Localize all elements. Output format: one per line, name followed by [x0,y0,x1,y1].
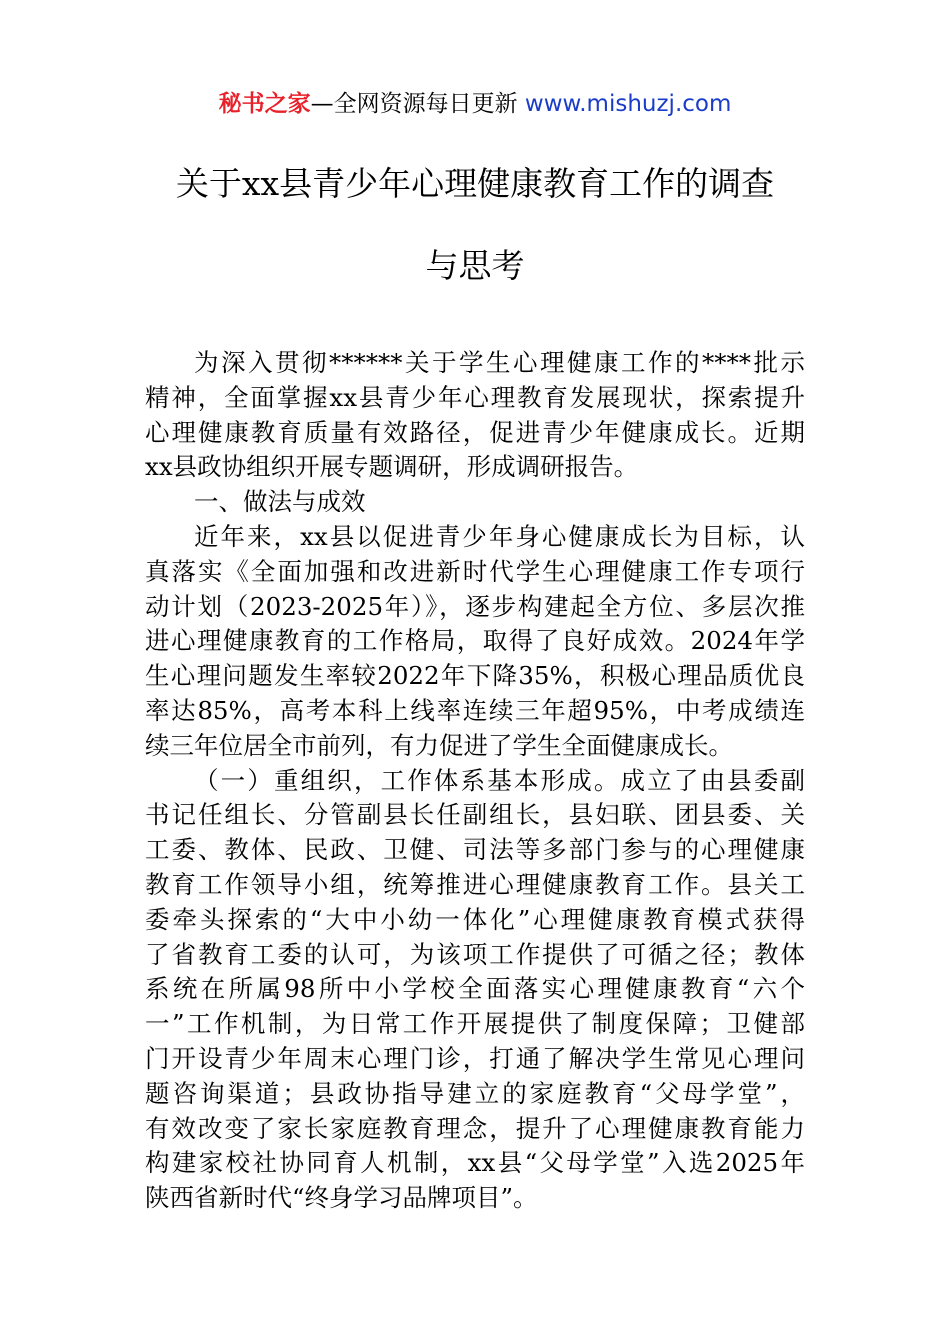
paragraph-line: 工委、教体、民政、卫健、司法等多部门参与的心理健康 [145,835,805,865]
paragraph-line: 进心理健康教育的工作格局，取得了良好成效。2024年学 [145,626,805,656]
paragraph-line: 题咨询渠道；县政协指导建立的家庭教育“父母学堂”， [145,1078,805,1108]
document-body [145,346,805,1216]
paragraph-line: 率达85%，高考本科上线率连续三年超95%，中考成绩连 [145,695,805,725]
site-slogan: —全网资源每日更新 [310,91,518,117]
paragraph-line: 系统在所属98所中小学校全面落实心理健康教育“六个 [145,974,805,1004]
paragraph-line: 近年来，xx县以促进青少年身心健康成长为目标，认 [194,521,805,551]
title-line-2: 与思考 [425,246,525,285]
paragraph-line: 教育工作领导小组，统筹推进心理健康教育工作。县关工 [145,869,805,899]
paragraph-line: 为深入贯彻******关于学生心理健康工作的****批示 [194,348,805,377]
section-heading: 一、做法与成效 [194,487,366,517]
paragraph-line: 了省教育工委的认可，为该项工作提供了可循之径；教体 [145,939,805,969]
paragraph-line: 精神，全面掌握xx县青少年心理教育发展现状，探索提升 [145,382,805,412]
paragraph-line: 门开设青少年周末心理门诊，打通了解决学生常见心理问 [145,1043,805,1073]
paragraph-line: 动计划（2023-2025年）》，逐步构建起全方位、多层次推 [145,591,805,621]
subsection-line: （一）重组织，工作体系基本形成。成立了由县委副 [194,765,805,795]
site-header [0,88,950,120]
paragraph-line: 生心理问题发生率较2022年下降35%，积极心理品质优良 [145,661,805,691]
title-line-1: 关于xx县青少年心理健康教育工作的调查 [175,164,775,203]
paragraph-line: 真落实《全面加强和改进新时代学生心理健康工作专项行 [145,556,805,586]
paragraph-line: 一”工作机制，为日常工作开展提供了制度保障；卫健部 [145,1009,805,1039]
paragraph-line: 构建家校社协同育人机制，xx县“父母学堂”入选2025年 [145,1148,805,1178]
document-title [145,158,805,322]
site-url-link[interactable]: www.mishuzj.com [524,91,732,117]
paragraph-line: 续三年位居全市前列，有力促进了学生全面健康成长。 [145,730,733,760]
site-brand: 秘书之家 [218,91,311,117]
paragraph-line: 心理健康教育质量有效路径，促进青少年健康成长。近期 [145,417,805,447]
paragraph-line: 陕西省新时代“终身学习品牌项目”。 [145,1183,538,1213]
paragraph-line: 委牵头探索的“大中小幼一体化”心理健康教育模式获得 [145,904,805,934]
paragraph-line: xx县政协组织开展专题调研，形成调研报告。 [145,452,639,482]
paragraph-line: 有效改变了家长家庭教育理念，提升了心理健康教育能力 [145,1113,805,1143]
paragraph-line: 书记任组长、分管副县长任副组长，县妇联、团县委、关 [145,800,805,830]
